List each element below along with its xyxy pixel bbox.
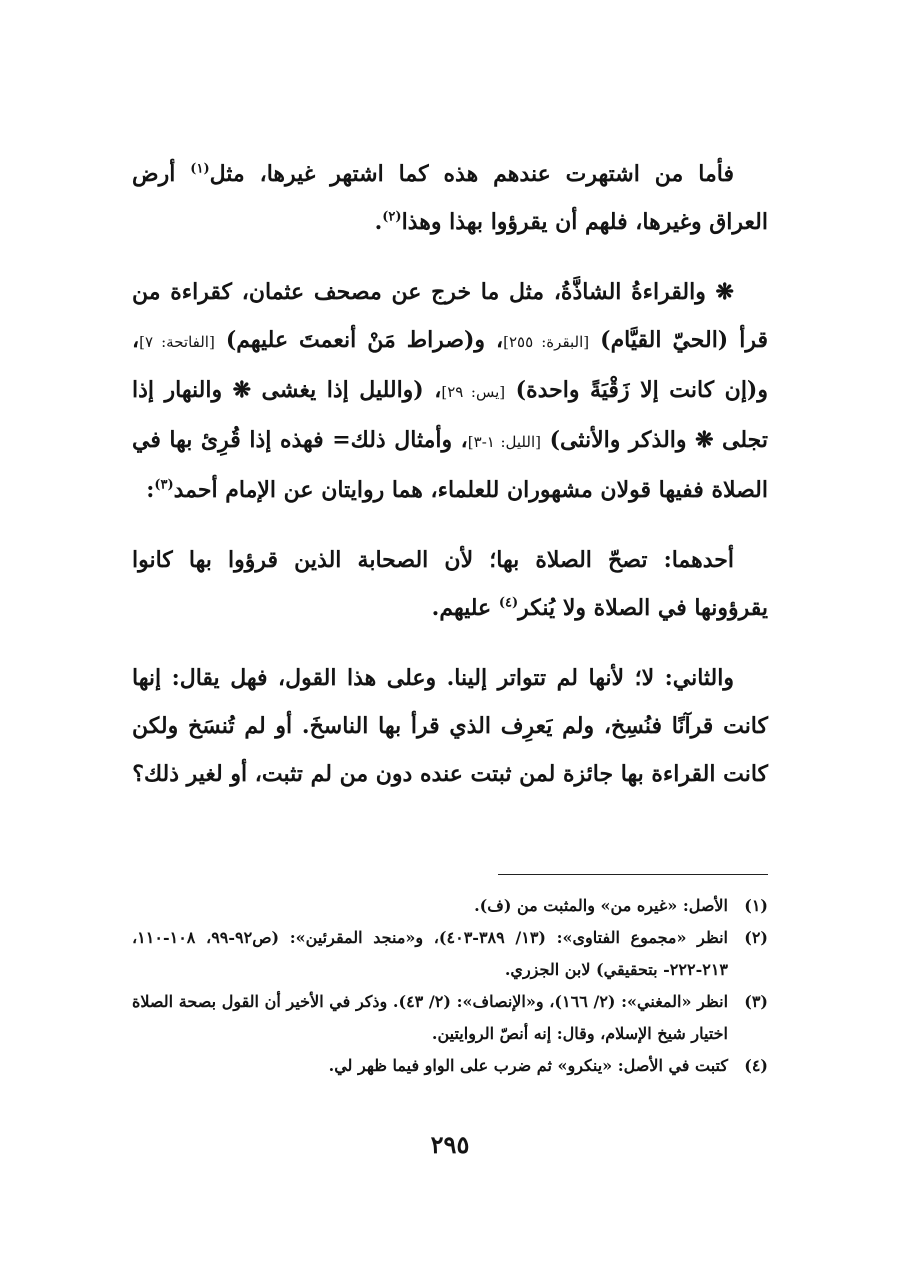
paragraph-2-text-5: ، وأمثال ذلك= فهذه إذا قُرِئ بها في الصلاة ففيها قولان مشهوران للعلماء، هما روايتان عن الإمام أحمد bbox=[132, 427, 768, 503]
main-text bbox=[132, 150, 768, 820]
footnote-marker-2: (٢) bbox=[382, 209, 402, 225]
paragraph-2-text-1: ❋ والقراءةُ الشاذَّةُ، مثل ما خرج عن مصحف عثمان، كقراءة من قرأ (الحيّ القيَّام) bbox=[132, 279, 768, 353]
paragraph-1-text: فأما من اشتهرت عندهم هذه كما اشتهر غيرها، مثل bbox=[209, 161, 734, 187]
footnote-number: (٤) bbox=[744, 1056, 768, 1075]
paragraph-1-text-2: أرض العراق وغيرها، فلهم أن يقرؤوا بهذا وهذا bbox=[132, 161, 768, 235]
footnote-number: (٢) bbox=[744, 928, 768, 947]
footnotes bbox=[132, 890, 768, 1082]
footnote-number: (١) bbox=[744, 896, 768, 915]
footnote-text: الأصل: «غيره من» والمثبت من (ف). bbox=[474, 896, 728, 915]
footnote-marker-3: (٣) bbox=[154, 477, 174, 493]
footnote-marker-4: (٤) bbox=[498, 595, 519, 611]
footnote-text: انظر «مجموع الفتاوى»: (١٣/ ٣٨٩-٤٠٣)، و«منجد المقرئين»: (ص٩٢-٩٩، ١٠٨-١١٠، ٢١٣-٢٢٢- بتحقيقي) لابن الجزري. bbox=[132, 928, 729, 979]
paragraph-3-text-1: أحدهما: تصحّ الصلاة بها؛ لأن الصحابة الذين قرؤوا بها كانوا يقرؤونها في الصلاة ولا يُنكر bbox=[132, 547, 768, 621]
paragraph-1 bbox=[132, 150, 768, 246]
footnote-1 bbox=[132, 890, 768, 922]
paragraph-4 bbox=[132, 654, 768, 798]
quran-ref-1: [البقرة: ٢٥٥] bbox=[503, 333, 590, 351]
paragraph-2-text-2: ، و(صراط مَنْ أنعمتَ عليهم) bbox=[225, 327, 504, 353]
footnote-text: انظر «المغني»: (٢/ ١٦٦)، و«الإنصاف»: (٢/ ٤٣). وذكر في الأخير أن القول بصحة الصلاة اختيار شيخ الإسلام، وقال: إنه أنصّ الروايتين. bbox=[132, 992, 729, 1043]
paragraph-2-end: : bbox=[146, 477, 155, 503]
paragraph-3-text-2: عليهم. bbox=[431, 595, 492, 621]
footnote-text: كتبت في الأصل: «ينكرو» ثم ضرب على الواو فيما ظهر لي. bbox=[328, 1056, 728, 1075]
quran-ref-2: [الفاتحة: ٧] bbox=[139, 333, 215, 351]
footnote-divider bbox=[498, 874, 768, 875]
paragraph-2 bbox=[132, 268, 768, 514]
paragraph-3 bbox=[132, 536, 768, 632]
footnote-2 bbox=[132, 922, 768, 986]
paragraph-4-text: والثاني: لا؛ لأنها لم تتواتر إلينا. وعلى هذا القول، فهل يقال: إنها كانت قرآنًا فنُسِخ، ولم يَعرِف الذي قرأ بها الناسخَ. أو لم تُنسَخ ولكن كانت القراءة بها جائزة لمن ثبتت عنده دون من لم تثبت، أو لغير ذلك؟ bbox=[132, 665, 768, 787]
quran-ref-3: [يس: ٢٩] bbox=[441, 383, 506, 401]
footnote-4 bbox=[132, 1050, 768, 1082]
paragraph-1-end: . bbox=[374, 209, 383, 235]
paragraph-2-text-3: ، و(إن كانت إلا زَقْيَةً واحدة) bbox=[132, 327, 768, 403]
footnote-marker-1: (١) bbox=[190, 161, 210, 177]
quran-ref-4: [الليل: ١-٣] bbox=[467, 433, 541, 451]
footnote-3 bbox=[132, 986, 768, 1050]
footnote-number: (٣) bbox=[744, 992, 768, 1011]
paragraph-2-text-4: ، (والليل إذا يغشى ❋ والنهار إذا تجلى ❋ والذكر والأنثى) bbox=[132, 377, 768, 453]
page-number: ٢٩٥ bbox=[430, 1130, 470, 1159]
